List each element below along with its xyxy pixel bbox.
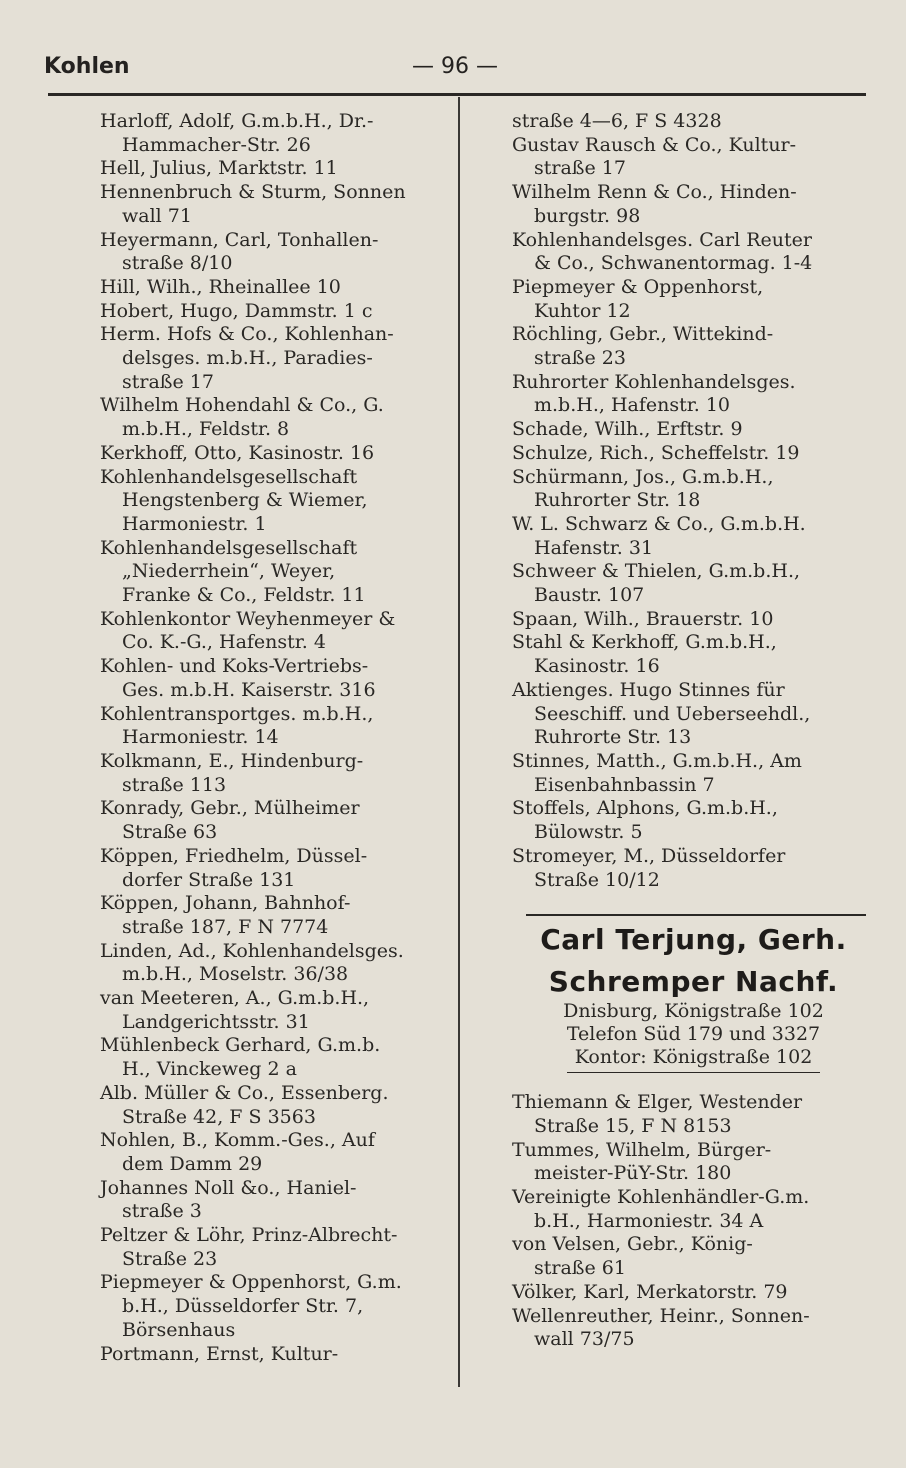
- entry-line: von Velsen, Gebr., König-: [512, 1233, 753, 1256]
- entry-continuation-line: b.H., Harmoniestr. 34 A: [534, 1209, 764, 1232]
- entry-line: Wellenreuther, Heinr., Sonnen-: [512, 1304, 810, 1327]
- directory-entry: [512, 323, 872, 370]
- directory-entry: [512, 797, 872, 844]
- entry-line: Kohlenkontor Weyhenmeyer &: [100, 607, 396, 630]
- directory-entry: [512, 134, 872, 181]
- entry-line: W. L. Schwarz & Co., G.m.b.H.: [512, 512, 806, 535]
- entry-line: Schweer & Thielen, G.m.b.H.,: [512, 560, 801, 583]
- directory-entry: [100, 655, 460, 702]
- entry-continuation-line: straße 17: [534, 157, 626, 180]
- directory-entry: [100, 892, 460, 939]
- entry-line: Piepmeyer & Oppenhorst,: [512, 275, 764, 298]
- entry-line: Vereinigte Kohlenhändler-G.m.: [512, 1186, 810, 1209]
- entry-continuation-line: Kuhtor 12: [534, 299, 631, 322]
- directory-entry: [512, 1186, 872, 1233]
- entry-line: Alb. Müller & Co., Essenberg.: [100, 1081, 389, 1104]
- right-column-bottom-list: [512, 1091, 872, 1352]
- page-number: — 96 —: [412, 54, 498, 79]
- entry-line: Kolkmann, E., Hindenburg-: [100, 749, 364, 772]
- directory-entry: [100, 1224, 460, 1271]
- directory-entry: [100, 110, 460, 157]
- directory-entry: [512, 560, 872, 607]
- entry-line: Kohlen- und Koks-Vertriebs-: [100, 655, 369, 678]
- directory-entry: [100, 276, 460, 300]
- entry-continuation-line: delsges. m.b.H., Paradies-: [122, 347, 373, 370]
- entry-line: Stahl & Kerkhoff, G.m.b.H.,: [512, 631, 777, 654]
- directory-entry: [100, 1177, 460, 1224]
- directory-entry: [512, 513, 872, 560]
- entry-continuation-line: Seeschiff. und Ueberseehdl.,: [534, 702, 811, 725]
- entry-line: Köppen, Friedhelm, Düssel-: [100, 844, 368, 867]
- directory-entry: [100, 323, 460, 394]
- directory-entry: [100, 1034, 460, 1081]
- entry-line: Linden, Ad., Kohlenhandelsges.: [100, 939, 404, 962]
- entry-line: Wilhelm Renn & Co., Hinden-: [512, 181, 797, 204]
- ad-city-address: Dnisburg, Königstraße 102: [563, 1000, 824, 1023]
- entry-continuation-line: straße 61: [534, 1257, 626, 1280]
- entry-line: Kohlenhandelsges. Carl Reuter: [512, 228, 813, 251]
- entry-continuation-line: dorfer Straße 131: [122, 868, 296, 891]
- entry-continuation-line: straße 8/10: [122, 252, 233, 275]
- directory-entry: [512, 181, 872, 228]
- directory-entry: [100, 797, 460, 844]
- directory-entry: [512, 608, 872, 632]
- directory-entry: [100, 300, 460, 324]
- entry-continuation-line: Straße 63: [122, 821, 218, 844]
- section-title: Kohlen: [44, 54, 130, 79]
- entry-line: Mühlenbeck Gerhard, G.m.b.: [100, 1034, 381, 1057]
- directory-entry: [512, 750, 872, 797]
- entry-continuation-line: straße 187, F N 7774: [122, 915, 329, 938]
- entry-continuation-line: straße 17: [122, 370, 214, 393]
- entry-continuation-line: Ruhrorter Str. 18: [534, 489, 701, 512]
- entry-line: Nohlen, B., Komm.-Ges., Auf: [100, 1129, 375, 1152]
- directory-entry: [512, 371, 872, 418]
- ad-kontor: Kontor: Königstraße 102: [567, 1046, 821, 1073]
- ad-company-name-line1: Carl Terjung, Gerh.: [540, 923, 847, 957]
- directory-entry: [512, 229, 872, 276]
- entry-line: Schulze, Rich., Scheffelstr. 19: [512, 441, 800, 464]
- directory-entry: [100, 1082, 460, 1129]
- entry-line: Hobert, Hugo, Dammstr. 1 c: [100, 299, 373, 322]
- directory-entry: [512, 442, 872, 466]
- entry-continuation-line: Ges. m.b.H. Kaiserstr. 316: [122, 678, 376, 701]
- entry-continuation-line: m.b.H., Moselstr. 36/38: [122, 963, 349, 986]
- entry-continuation-line: Landgerichtsstr. 31: [122, 1010, 310, 1033]
- entry-continuation-line: burgstr. 98: [534, 204, 641, 227]
- entry-line: Gustav Rausch & Co., Kultur-: [512, 133, 797, 156]
- entry-continuation-line: Kasinostr. 16: [534, 655, 660, 678]
- entry-line: Hennenbruch & Sturm, Sonnen: [100, 181, 406, 204]
- entry-continuation-line: Co. K.-G., Hafenstr. 4: [122, 631, 326, 654]
- ad-top-rule: [526, 914, 866, 916]
- directory-entry: [100, 987, 460, 1034]
- advertisement: [512, 914, 871, 1073]
- entry-line: Stinnes, Matth., G.m.b.H., Am: [512, 749, 802, 772]
- directory-entry: [100, 703, 460, 750]
- entry-line: Aktienges. Hugo Stinnes für: [512, 678, 785, 701]
- page-header: [0, 0, 906, 100]
- entry-line: Thiemann & Elger, Westender: [512, 1091, 803, 1114]
- entry-line: Piepmeyer & Oppenhorst, G.m.: [100, 1271, 402, 1294]
- ad-company-name-line2: Schremper Nachf.: [548, 965, 839, 999]
- entry-line: Wilhelm Hohendahl & Co., G.: [100, 394, 384, 417]
- right-column-top-list: [512, 110, 872, 892]
- entry-line: Kerkhoff, Otto, Kasinostr. 16: [100, 441, 375, 464]
- directory-entry: [100, 229, 460, 276]
- entry-line: Stoffels, Alphons, G.m.b.H.,: [512, 797, 778, 820]
- directory-entry: [512, 276, 872, 323]
- entry-continuation-line: dem Damm 29: [122, 1152, 263, 1175]
- entry-continuation-line: straße 113: [122, 773, 227, 796]
- directory-entry: [512, 1139, 872, 1186]
- entry-continuation-line: Harmoniestr. 14: [122, 726, 279, 749]
- directory-entry: [512, 1233, 872, 1280]
- entry-continuation-line: wall 73/75: [534, 1328, 635, 1351]
- entry-line: Köppen, Johann, Bahnhof-: [100, 892, 351, 915]
- directory-entry: [100, 157, 460, 181]
- right-column: [512, 110, 872, 1352]
- directory-entry: [100, 442, 460, 466]
- entry-continuation-line: Franke & Co., Feldstr. 11: [122, 584, 366, 607]
- entry-continuation-line: Straße 15, F N 8153: [534, 1114, 732, 1137]
- directory-entry: [100, 750, 460, 797]
- directory-entry: [512, 110, 872, 134]
- directory-entry: [100, 466, 460, 537]
- entry-line: Herm. Hofs & Co., Kohlenhan-: [100, 323, 394, 346]
- entry-line: Kohlenhandelsgesellschaft: [100, 465, 358, 488]
- entry-line: van Meeteren, A., G.m.b.H.,: [100, 987, 370, 1010]
- entry-continuation-line: Hammacher-Str. 26: [122, 133, 311, 156]
- entry-continuation-line: wall 71: [122, 204, 192, 227]
- directory-entry: [100, 537, 460, 608]
- entry-line: Schade, Wilh., Erftstr. 9: [512, 418, 743, 441]
- ad-phone: Telefon Süd 179 und 3327: [566, 1023, 821, 1046]
- entry-line: Konrady, Gebr., Mülheimer: [100, 797, 360, 820]
- entry-line: Heyermann, Carl, Tonhallen-: [100, 228, 379, 251]
- entry-continuation-line: Straße 23: [122, 1247, 218, 1270]
- entry-continuation-line: meister-PüY-Str. 180: [534, 1162, 732, 1185]
- directory-entry: [512, 418, 872, 442]
- entry-continuation-line: & Co., Schwanentormag. 1-4: [534, 252, 813, 275]
- entry-line: Kohlenhandelsgesellschaft: [100, 536, 358, 559]
- left-column: [100, 110, 460, 1366]
- entry-line: Portmann, Ernst, Kultur-: [100, 1342, 339, 1365]
- directory-entry: [512, 679, 872, 750]
- entry-continuation-line: m.b.H., Hafenstr. 10: [534, 394, 730, 417]
- entry-line: Hell, Julius, Marktstr. 11: [100, 157, 338, 180]
- entry-continuation-line: H., Vinckeweg 2 a: [122, 1058, 297, 1081]
- directory-entry: [512, 1091, 872, 1138]
- entry-line: Harloff, Adolf, G.m.b.H., Dr.-: [100, 110, 374, 132]
- entry-line: Ruhrorter Kohlenhandelsges.: [512, 370, 796, 393]
- entry-continuation-line: Hafenstr. 31: [534, 536, 654, 559]
- entry-continuation-line: straße 23: [534, 347, 626, 370]
- header-rule: [48, 93, 866, 96]
- directory-entry: [100, 608, 460, 655]
- entry-continuation-line: Straße 10/12: [534, 868, 660, 891]
- entry-continuation-line: Straße 42, F S 3563: [122, 1105, 316, 1128]
- entry-continuation-line: Ruhrorte Str. 13: [534, 726, 692, 749]
- directory-entry: [100, 940, 460, 987]
- entry-continuation-line: Hengstenberg & Wiemer,: [122, 489, 368, 512]
- directory-entry: [100, 845, 460, 892]
- entry-line: Stromeyer, M., Düsseldorfer: [512, 844, 786, 867]
- entry-line: Kohlentransportges. m.b.H.,: [100, 702, 374, 725]
- entry-continuation-line: b.H., Düsseldorfer Str. 7,: [122, 1295, 364, 1318]
- directory-entry: [512, 1305, 872, 1352]
- entry-continuation-line: Harmoniestr. 1: [122, 512, 267, 535]
- entry-line: Johannes Noll &o., Haniel-: [100, 1176, 357, 1199]
- directory-entry: [512, 845, 872, 892]
- entry-line: Völker, Karl, Merkatorstr. 79: [512, 1280, 788, 1303]
- directory-entry: [100, 1129, 460, 1176]
- entry-line: Spaan, Wilh., Brauerstr. 10: [512, 607, 774, 630]
- directory-entry: [100, 181, 460, 228]
- directory-entry: [100, 1271, 460, 1342]
- entry-continuation-line: m.b.H., Feldstr. 8: [122, 418, 290, 441]
- directory-entry: [100, 1343, 460, 1367]
- entry-line: Hill, Wilh., Rheinallee 10: [100, 275, 341, 298]
- entry-continuation-line: straße 3: [122, 1200, 202, 1223]
- entry-line: Schürmann, Jos., G.m.b.H.,: [512, 465, 774, 488]
- entry-line: Tummes, Wilhelm, Bürger-: [512, 1138, 772, 1161]
- entry-continuation-line: „Niederrhein“, Weyer,: [122, 560, 336, 583]
- directory-entry: [512, 631, 872, 678]
- directory-entry: [100, 394, 460, 441]
- entry-line: Röchling, Gebr., Wittekind-: [512, 323, 774, 346]
- directory-entry: [512, 1281, 872, 1305]
- entry-line: Peltzer & Löhr, Prinz-Albrecht-: [100, 1224, 398, 1247]
- directory-entry: [512, 466, 872, 513]
- entry-line: straße 4—6, F S 4328: [512, 110, 722, 132]
- entry-continuation-line: Baustr. 107: [534, 584, 645, 607]
- entry-continuation-line: Eisenbahnbassin 7: [534, 773, 715, 796]
- entry-continuation-line: Börsenhaus: [122, 1318, 236, 1341]
- entry-continuation-line: Bülowstr. 5: [534, 821, 643, 844]
